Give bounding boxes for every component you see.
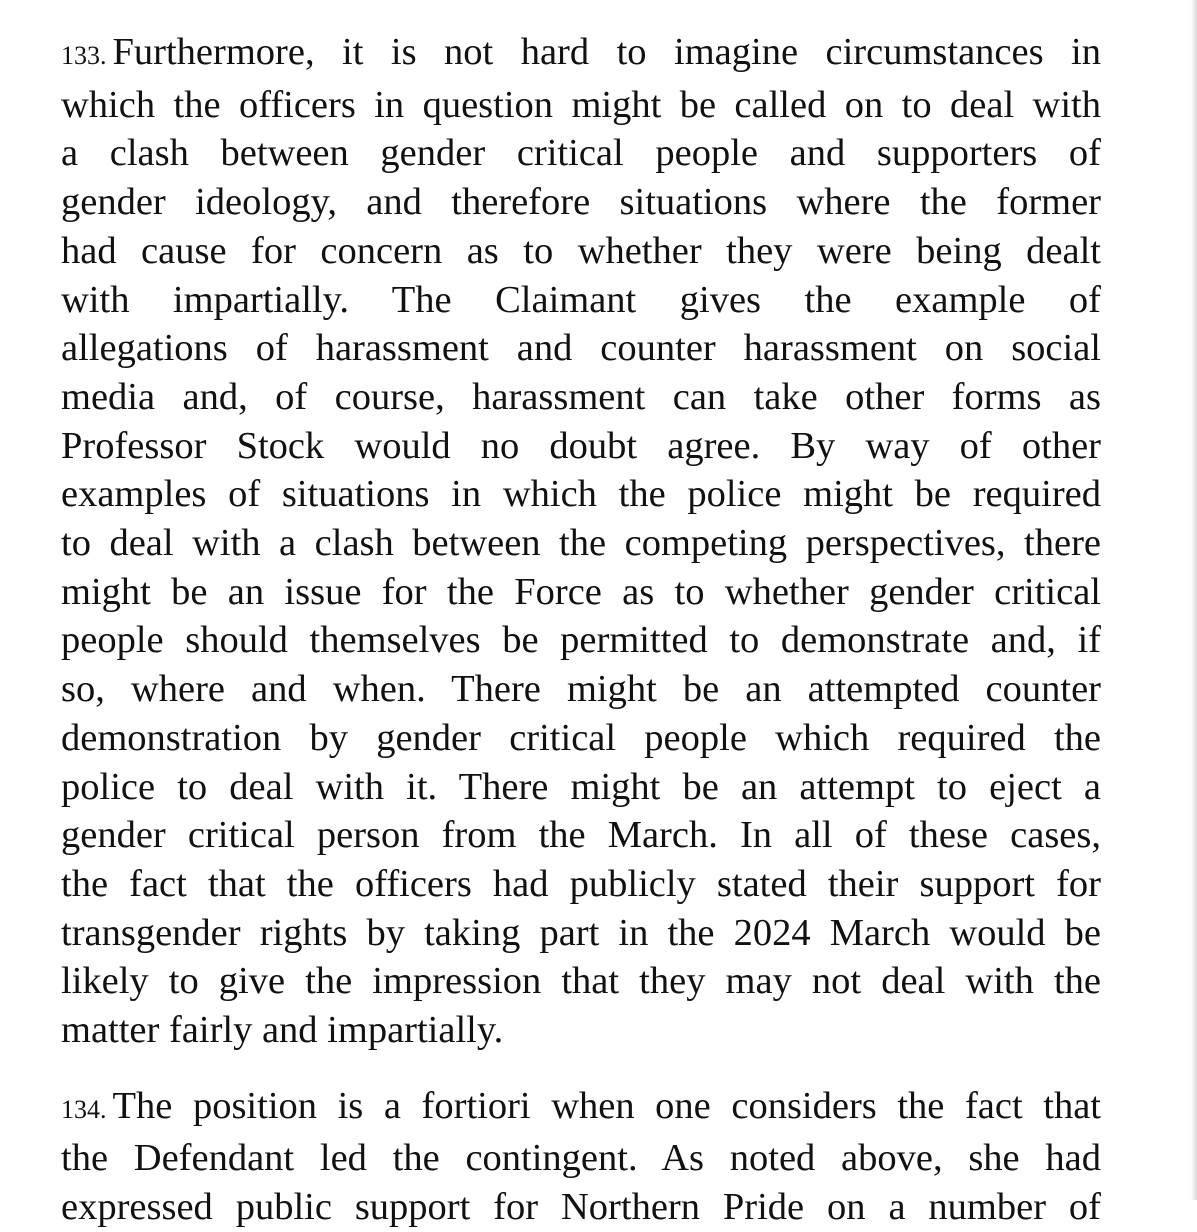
paragraph-line: to deal with a clash between the competing perspectives, there — [61, 522, 1101, 565]
paragraph-line: media and, of course, harassment can take other forms as — [61, 375, 1101, 418]
paragraph-line: allegations of harassment and counter harassment on social — [61, 327, 1101, 370]
paragraph-line: the fact that the officers had publicly stated their support for — [61, 862, 1101, 905]
paragraph-line: examples of situations in which the police might be required — [61, 473, 1101, 516]
paragraph-line: likely to give the impression that they may not deal with the — [61, 960, 1101, 1003]
paragraph-number: 133. — [61, 41, 107, 70]
paragraph-line: gender ideology, and therefore situations where the former — [61, 181, 1101, 224]
paragraph-line: the Defendant led the contingent. As noted above, she had — [61, 1137, 1101, 1180]
paragraph-line: expressed public support for Northern Pride on a number of — [61, 1186, 1101, 1229]
paragraph-line: people should themselves be permitted to demonstrate and, if — [61, 619, 1101, 662]
paragraph-line: which the officers in question might be called on to deal with — [61, 83, 1101, 126]
paragraph-line: a clash between gender critical people and supporters of — [61, 132, 1101, 175]
paragraph-line: 134. The position is a fortiori when one considers the fact that — [61, 1084, 1101, 1127]
paragraph-line: with impartially. The Claimant gives the example of — [61, 278, 1101, 321]
paragraph-line: demonstration by gender critical people which required the — [61, 716, 1101, 759]
paragraph-line: had cause for concern as to whether they were being dealt — [61, 229, 1101, 272]
paragraph-number: 134. — [61, 1094, 107, 1124]
page-edge-shadow — [1191, 0, 1197, 1200]
paragraph-line: might be an issue for the Force as to whether gender critical — [61, 570, 1101, 613]
paragraph-line: 133. Furthermore, it is not hard to imagine circumstances in — [61, 31, 1101, 73]
paragraph-line: so, where and when. There might be an attempted counter — [61, 668, 1101, 711]
paragraph-134 — [61, 1082, 1101, 1232]
paragraph-line: Professor Stock would no doubt agree. By way of other — [61, 424, 1101, 467]
paragraph-133 — [61, 28, 1101, 1055]
document-page — [61, 28, 1101, 1232]
paragraph-line: gender critical person from the March. In all of these cases, — [61, 814, 1101, 857]
paragraph-line: transgender rights by taking part in the 2024 March would be — [61, 911, 1101, 954]
paragraph-line: matter fairly and impartially. — [61, 1009, 504, 1052]
paragraph-line: police to deal with it. There might be an attempt to eject a — [61, 765, 1101, 808]
